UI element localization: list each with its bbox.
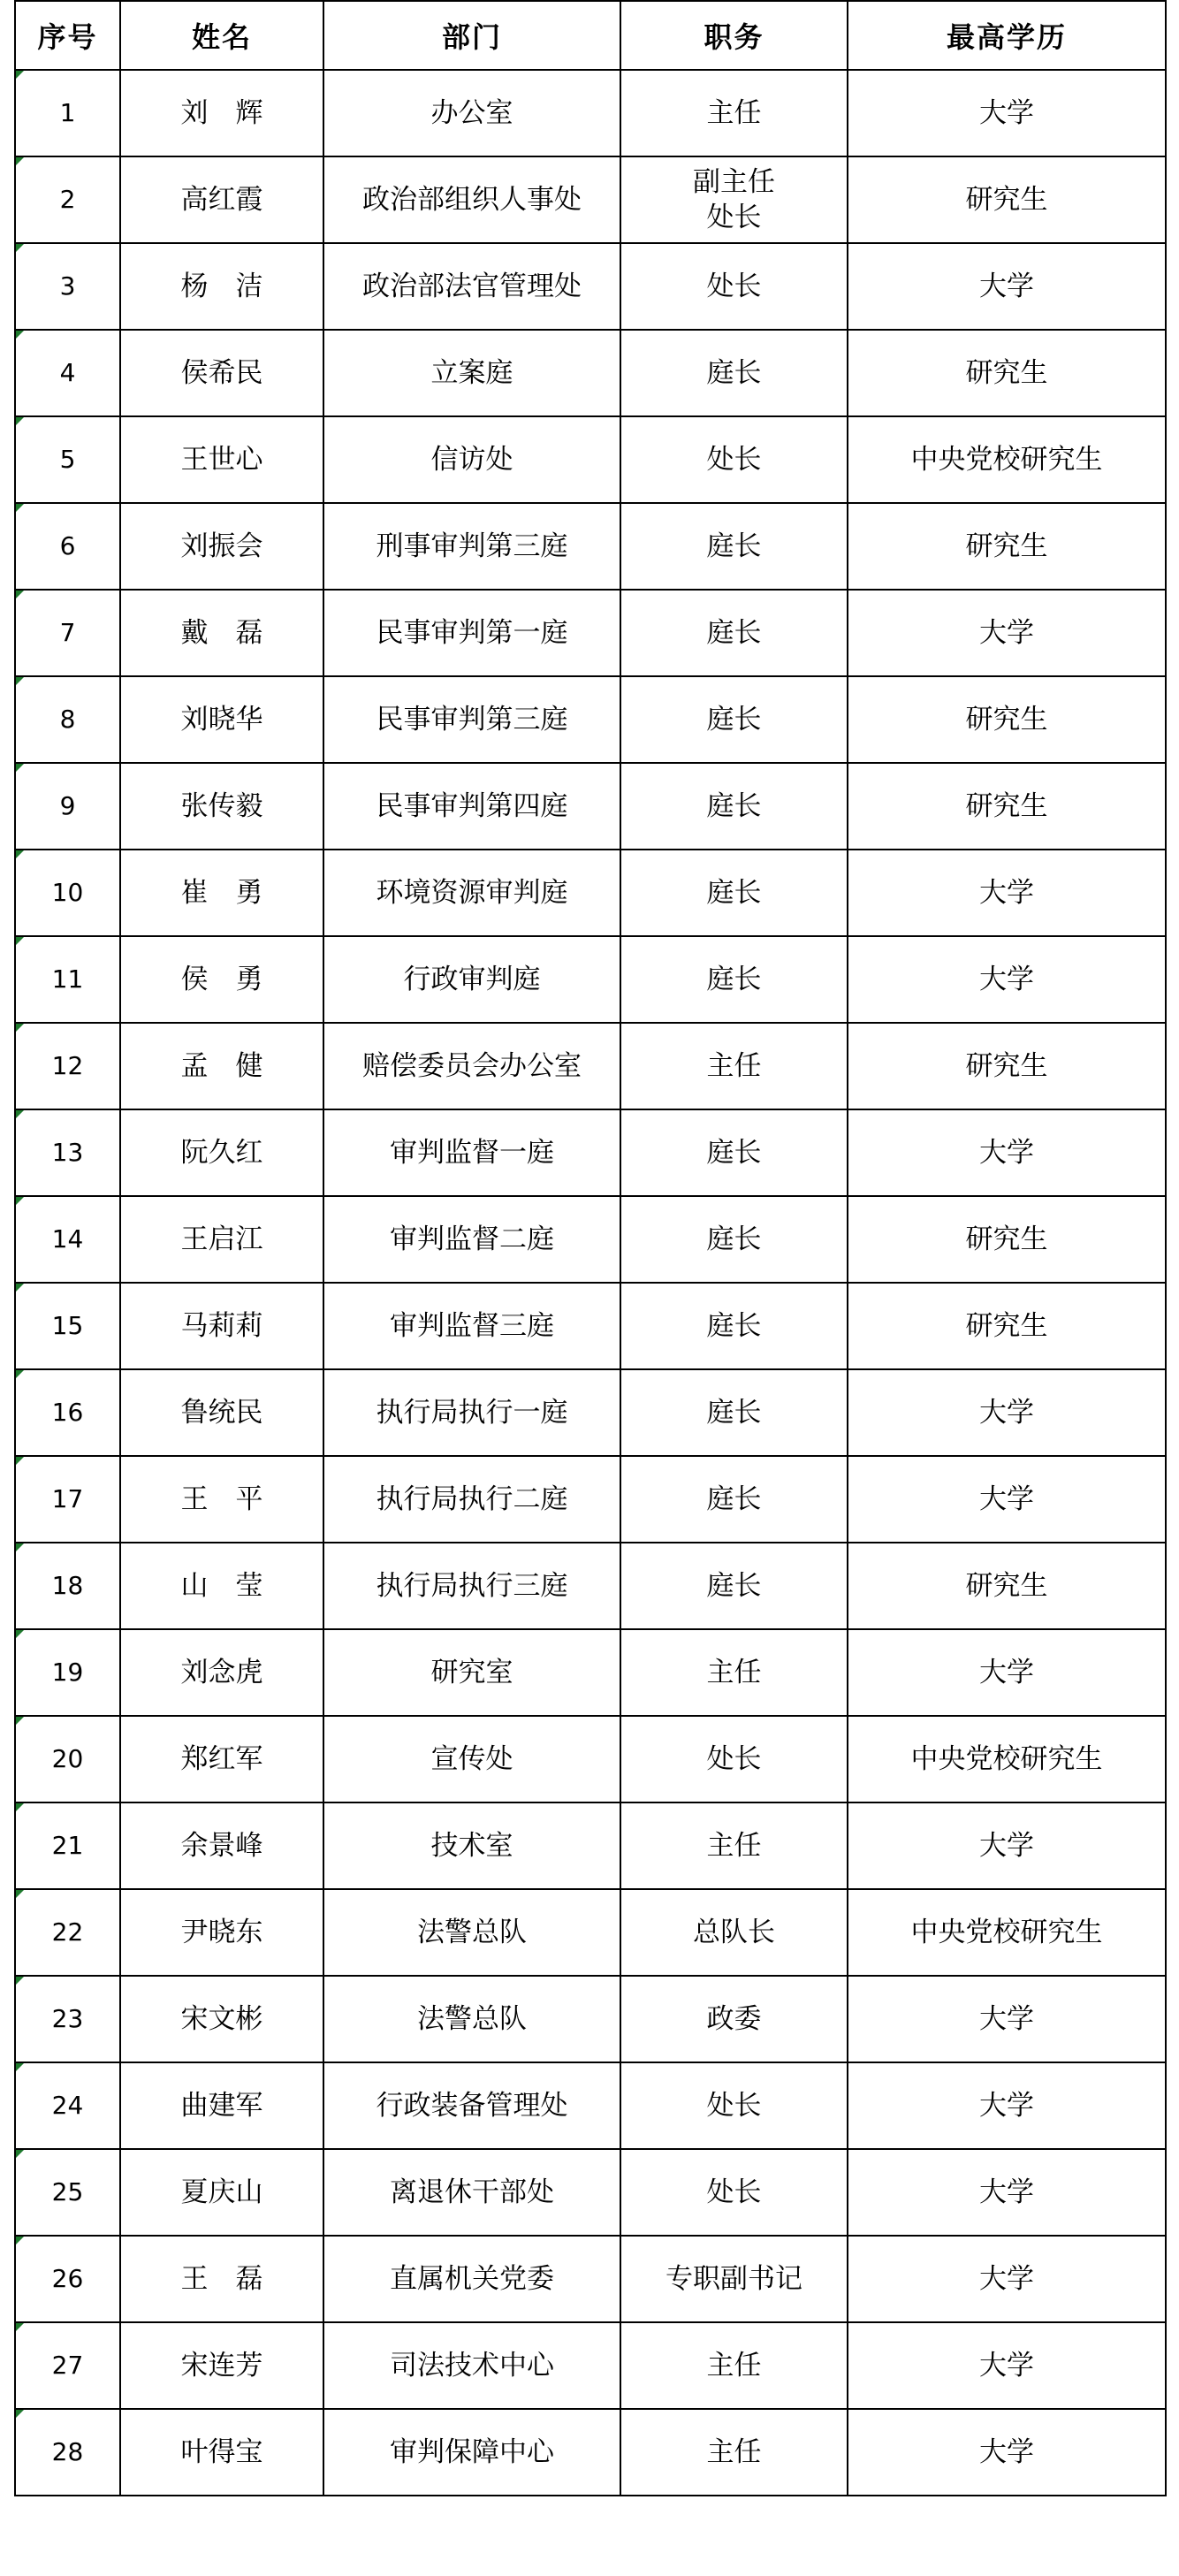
- cell-position: [620, 1802, 848, 1889]
- cell-department: 办公室: [323, 70, 620, 156]
- header-row: [15, 1, 1166, 70]
- cell-education: 大学: [848, 936, 1166, 1023]
- cell-department: 环境资源审判庭: [323, 850, 620, 936]
- cell-number: 26: [15, 2236, 120, 2322]
- table-row: [15, 2409, 1166, 2496]
- cell-number: 3: [15, 243, 120, 330]
- cell-department: 研究室: [323, 1629, 620, 1716]
- cell-name: 张传毅: [120, 763, 323, 850]
- header-cell-department: 部门: [323, 1, 620, 70]
- cell-name: 王 磊: [120, 2236, 323, 2322]
- cell-department: 宣传处: [323, 1716, 620, 1802]
- cell-number: 23: [15, 1976, 120, 2062]
- table-row: [15, 590, 1166, 676]
- cell-number: 13: [15, 1109, 120, 1196]
- table-row: [15, 1456, 1166, 1543]
- cell-position: [620, 1283, 848, 1369]
- table-row: [15, 763, 1166, 850]
- personnel-table: [14, 0, 1167, 2496]
- position-line: 专职副书记: [666, 2263, 802, 2295]
- cell-name: 崔 勇: [120, 850, 323, 936]
- cell-department: 直属机关党委: [323, 2236, 620, 2322]
- cell-position: [620, 2236, 848, 2322]
- cell-education: 大学: [848, 1802, 1166, 1889]
- cell-number: 6: [15, 503, 120, 590]
- cell-name: 刘晓华: [120, 676, 323, 763]
- cell-education: 中央党校研究生: [848, 416, 1166, 503]
- cell-number: 1: [15, 70, 120, 156]
- cell-position: [620, 850, 848, 936]
- cell-number: 2: [15, 156, 120, 243]
- cell-number: 15: [15, 1283, 120, 1369]
- cell-department: 执行局执行三庭: [323, 1543, 620, 1629]
- cell-department: 刑事审判第三庭: [323, 503, 620, 590]
- cell-name: 刘振会: [120, 503, 323, 590]
- table-row: [15, 1976, 1166, 2062]
- cell-name: 余景峰: [120, 1802, 323, 1889]
- cell-number: 21: [15, 1802, 120, 1889]
- personnel-table-container: [14, 0, 1165, 2496]
- position-line: 庭长: [706, 1223, 762, 1255]
- cell-number: 8: [15, 676, 120, 763]
- cell-number: 12: [15, 1023, 120, 1109]
- table-row: [15, 2236, 1166, 2322]
- cell-education: 大学: [848, 2322, 1166, 2409]
- cell-position: [620, 1109, 848, 1196]
- position-line: 庭长: [706, 964, 762, 995]
- cell-position: [620, 1369, 848, 1456]
- cell-name: 王世心: [120, 416, 323, 503]
- cell-department: 审判保障中心: [323, 2409, 620, 2496]
- cell-position: [620, 2409, 848, 2496]
- position-line: 主任: [706, 97, 762, 129]
- cell-position: [620, 590, 848, 676]
- table-row: [15, 2322, 1166, 2409]
- position-line: 主任: [706, 1050, 762, 1082]
- table-row: [15, 70, 1166, 156]
- cell-number: 5: [15, 416, 120, 503]
- cell-position: [620, 2149, 848, 2236]
- cell-position: [620, 1196, 848, 1283]
- cell-education: 研究生: [848, 156, 1166, 243]
- position-line: 庭长: [706, 1137, 762, 1169]
- cell-name: 尹晓东: [120, 1889, 323, 1976]
- table-header: [15, 1, 1166, 70]
- cell-department: 行政装备管理处: [323, 2062, 620, 2149]
- cell-name: 阮久红: [120, 1109, 323, 1196]
- table-row: [15, 1716, 1166, 1802]
- cell-education: 研究生: [848, 503, 1166, 590]
- position-line: 庭长: [706, 530, 762, 562]
- table-row: [15, 2062, 1166, 2149]
- cell-position: [620, 70, 848, 156]
- header-cell-position: 职务: [620, 1, 848, 70]
- cell-department: 行政审判庭: [323, 936, 620, 1023]
- cell-number: 14: [15, 1196, 120, 1283]
- table-row: [15, 243, 1166, 330]
- table-row: [15, 156, 1166, 243]
- cell-education: 研究生: [848, 676, 1166, 763]
- cell-education: 大学: [848, 850, 1166, 936]
- table-row: [15, 1109, 1166, 1196]
- cell-number: 9: [15, 763, 120, 850]
- cell-department: 民事审判第三庭: [323, 676, 620, 763]
- cell-department: 司法技术中心: [323, 2322, 620, 2409]
- cell-position: [620, 1716, 848, 1802]
- cell-education: 研究生: [848, 1023, 1166, 1109]
- cell-department: 执行局执行一庭: [323, 1369, 620, 1456]
- table-row: [15, 1196, 1166, 1283]
- position-line: 处长: [706, 2176, 762, 2208]
- cell-department: 信访处: [323, 416, 620, 503]
- table-row: [15, 936, 1166, 1023]
- cell-number: 4: [15, 330, 120, 416]
- position-line: 主任: [706, 1657, 762, 1688]
- cell-name: 夏庆山: [120, 2149, 323, 2236]
- position-line: 庭长: [706, 1570, 762, 1602]
- table-row: [15, 1629, 1166, 1716]
- cell-department: 审判监督二庭: [323, 1196, 620, 1283]
- cell-department: 离退休干部处: [323, 2149, 620, 2236]
- cell-department: 民事审判第一庭: [323, 590, 620, 676]
- cell-department: 审判监督三庭: [323, 1283, 620, 1369]
- position-line: 处长: [706, 2090, 762, 2122]
- cell-name: 鲁统民: [120, 1369, 323, 1456]
- table-row: [15, 1283, 1166, 1369]
- cell-education: 中央党校研究生: [848, 1889, 1166, 1976]
- cell-number: 19: [15, 1629, 120, 1716]
- cell-position: [620, 1456, 848, 1543]
- position-line: 主任: [706, 2350, 762, 2382]
- cell-name: 王启江: [120, 1196, 323, 1283]
- cell-name: 叶得宝: [120, 2409, 323, 2496]
- cell-position: [620, 2322, 848, 2409]
- table-row: [15, 330, 1166, 416]
- cell-name: 戴 磊: [120, 590, 323, 676]
- position-line: 庭长: [706, 617, 762, 649]
- cell-department: 民事审判第四庭: [323, 763, 620, 850]
- cell-education: 大学: [848, 1109, 1166, 1196]
- header-cell-number: 序号: [15, 1, 120, 70]
- cell-department: 执行局执行二庭: [323, 1456, 620, 1543]
- cell-number: 27: [15, 2322, 120, 2409]
- cell-education: 中央党校研究生: [848, 1716, 1166, 1802]
- position-line: 处长: [706, 271, 762, 302]
- cell-position: [620, 936, 848, 1023]
- cell-education: 研究生: [848, 1283, 1166, 1369]
- cell-name: 孟 健: [120, 1023, 323, 1109]
- cell-education: 研究生: [848, 1196, 1166, 1283]
- cell-number: 18: [15, 1543, 120, 1629]
- cell-number: 24: [15, 2062, 120, 2149]
- cell-department: 政治部组织人事处: [323, 156, 620, 243]
- position-line: 政委: [706, 2003, 762, 2035]
- cell-education: 研究生: [848, 1543, 1166, 1629]
- cell-department: 技术室: [323, 1802, 620, 1889]
- cell-position: [620, 330, 848, 416]
- cell-number: 16: [15, 1369, 120, 1456]
- position-line: 主任: [706, 1830, 762, 1862]
- cell-number: 25: [15, 2149, 120, 2236]
- position-line: 副主任: [693, 166, 775, 198]
- table-row: [15, 850, 1166, 936]
- cell-name: 王 平: [120, 1456, 323, 1543]
- position-line: 庭长: [706, 1483, 762, 1515]
- cell-position: [620, 1543, 848, 1629]
- cell-position: [620, 1976, 848, 2062]
- cell-education: 大学: [848, 1976, 1166, 2062]
- position-line: 处长: [706, 444, 762, 476]
- cell-position: [620, 1023, 848, 1109]
- cell-education: 大学: [848, 2149, 1166, 2236]
- table-row: [15, 1889, 1166, 1976]
- cell-department: 法警总队: [323, 1889, 620, 1976]
- cell-department: 赔偿委员会办公室: [323, 1023, 620, 1109]
- cell-name: 杨 洁: [120, 243, 323, 330]
- cell-education: 大学: [848, 243, 1166, 330]
- cell-education: 大学: [848, 1629, 1166, 1716]
- cell-name: 马莉莉: [120, 1283, 323, 1369]
- cell-name: 郑红军: [120, 1716, 323, 1802]
- cell-name: 宋连芳: [120, 2322, 323, 2409]
- position-line: 庭长: [706, 790, 762, 822]
- cell-number: 10: [15, 850, 120, 936]
- cell-education: 研究生: [848, 330, 1166, 416]
- cell-department: 政治部法官管理处: [323, 243, 620, 330]
- cell-name: 侯 勇: [120, 936, 323, 1023]
- cell-position: [620, 416, 848, 503]
- cell-education: 大学: [848, 1456, 1166, 1543]
- cell-number: 28: [15, 2409, 120, 2496]
- cell-number: 17: [15, 1456, 120, 1543]
- cell-department: 法警总队: [323, 1976, 620, 2062]
- position-line: 庭长: [706, 1397, 762, 1429]
- position-line: 庭长: [706, 877, 762, 909]
- cell-education: 大学: [848, 2062, 1166, 2149]
- position-line: 庭长: [706, 1310, 762, 1342]
- table-row: [15, 1802, 1166, 1889]
- position-line: 处长: [706, 1743, 762, 1775]
- cell-department: 审判监督一庭: [323, 1109, 620, 1196]
- cell-position: [620, 1889, 848, 1976]
- cell-position: [620, 763, 848, 850]
- cell-position: [620, 503, 848, 590]
- cell-position: [620, 243, 848, 330]
- cell-name: 曲建军: [120, 2062, 323, 2149]
- cell-number: 7: [15, 590, 120, 676]
- cell-position: [620, 676, 848, 763]
- position-line: 庭长: [706, 704, 762, 735]
- position-line: 庭长: [706, 357, 762, 389]
- cell-name: 宋文彬: [120, 1976, 323, 2062]
- header-cell-education: 最高学历: [848, 1, 1166, 70]
- position-line: 主任: [706, 2436, 762, 2468]
- table-row: [15, 1369, 1166, 1456]
- table-row: [15, 503, 1166, 590]
- table-body: [15, 70, 1166, 2496]
- cell-education: 研究生: [848, 763, 1166, 850]
- cell-name: 刘 辉: [120, 70, 323, 156]
- cell-number: 22: [15, 1889, 120, 1976]
- cell-name: 山 莹: [120, 1543, 323, 1629]
- cell-education: 大学: [848, 70, 1166, 156]
- cell-number: 11: [15, 936, 120, 1023]
- table-row: [15, 1023, 1166, 1109]
- table-row: [15, 1543, 1166, 1629]
- table-row: [15, 2149, 1166, 2236]
- header-cell-name: 姓名: [120, 1, 323, 70]
- cell-education: 大学: [848, 2236, 1166, 2322]
- cell-position: [620, 1629, 848, 1716]
- table-row: [15, 416, 1166, 503]
- cell-education: 大学: [848, 590, 1166, 676]
- cell-number: 20: [15, 1716, 120, 1802]
- cell-position: [620, 2062, 848, 2149]
- position-line: 处长: [706, 202, 762, 233]
- table-row: [15, 676, 1166, 763]
- position-line: 总队长: [693, 1917, 775, 1948]
- cell-education: 大学: [848, 1369, 1166, 1456]
- cell-department: 立案庭: [323, 330, 620, 416]
- cell-name: 侯希民: [120, 330, 323, 416]
- cell-name: 高红霞: [120, 156, 323, 243]
- cell-education: 大学: [848, 2409, 1166, 2496]
- cell-name: 刘念虎: [120, 1629, 323, 1716]
- cell-position: [620, 156, 848, 243]
